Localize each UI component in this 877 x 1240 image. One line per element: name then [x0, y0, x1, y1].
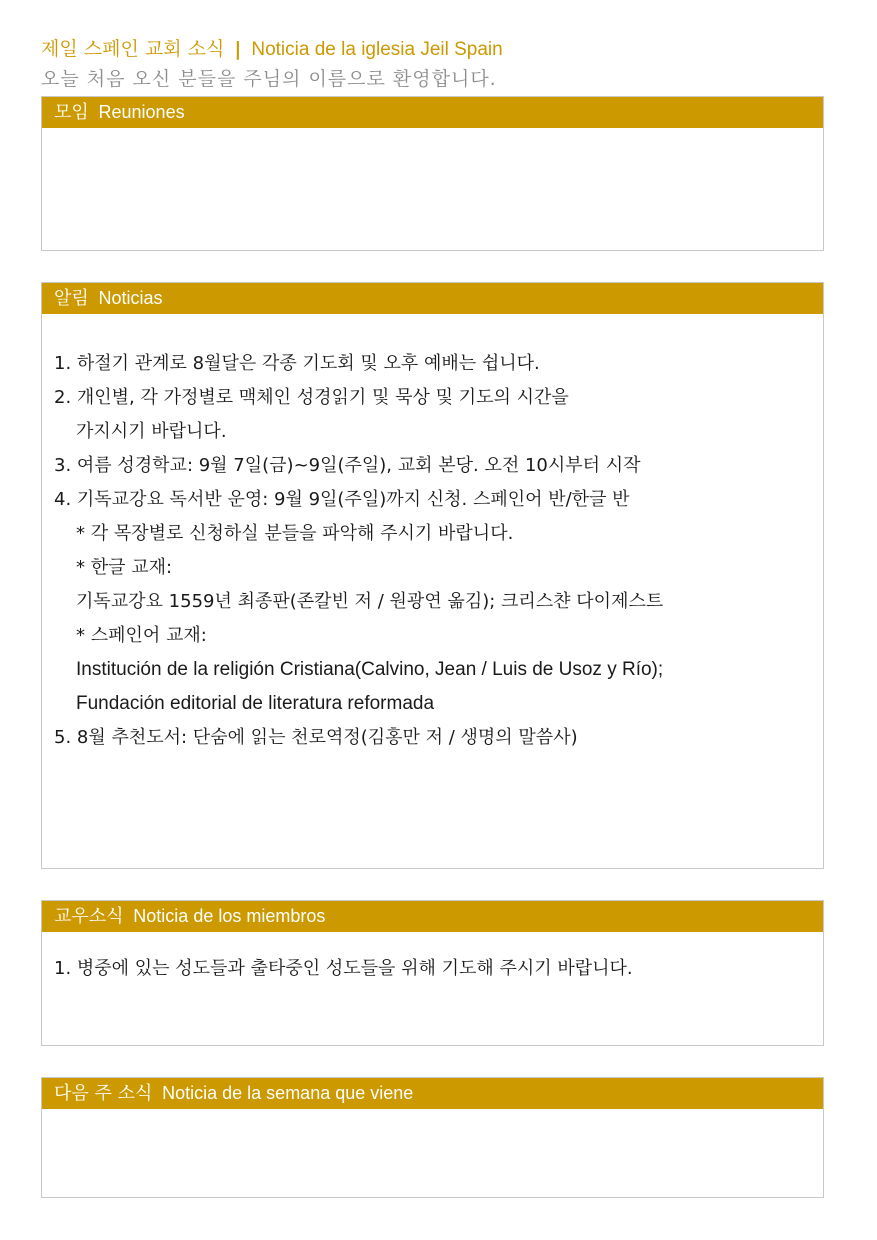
section-body — [42, 932, 823, 986]
section-title-korean: 모임 — [54, 102, 89, 123]
notice-line-3: 3. 여름 성경학교: 9월 7일(금)~9일(주일), 교회 본당. 오전 10시부터 시작 — [54, 455, 641, 476]
section-header — [42, 97, 823, 128]
section-title-korean: 교우소식 — [54, 906, 124, 927]
notice-line-2-cont: 가지시기 바랍니다. — [76, 421, 227, 442]
notice-line-4-spanish-publisher: Fundación editorial de literatura reformada — [76, 693, 435, 714]
title-spanish: Noticia de la iglesia Jeil Spain — [251, 39, 503, 60]
section-body — [42, 314, 823, 755]
notice-line-4-spanish-book-label: * 스페인어 교재: — [76, 625, 207, 646]
section-reuniones — [41, 96, 824, 251]
notice-line-4-korean-book: 기독교강요 1559년 최종판(존칼빈 저 / 원광연 옮김); 크리스챤 다이제스트 — [76, 591, 664, 612]
section-title-spanish: Noticia de los miembros — [133, 906, 326, 926]
section-miembros — [41, 900, 824, 1046]
section-title-korean: 알림 — [54, 288, 89, 309]
member-line-1: 1. 병중에 있는 성도들과 출타중인 성도들을 위해 기도해 주시기 바랍니다. — [54, 958, 633, 979]
section-title-spanish: Noticia de la semana que viene — [162, 1083, 414, 1103]
section-header — [42, 1078, 823, 1109]
section-noticias — [41, 282, 824, 869]
notice-line-1: 1. 하절기 관계로 8월달은 각종 기도회 및 오후 예배는 쉽니다. — [54, 353, 540, 374]
page-title — [41, 37, 503, 62]
section-title-spanish: Noticias — [98, 288, 163, 308]
notice-line-4-korean-book-label: * 한글 교재: — [76, 557, 173, 578]
title-separator: | — [234, 38, 242, 60]
notice-line-2: 2. 개인별, 각 가정별로 맥체인 성경읽기 및 묵상 및 기도의 시간을 — [54, 387, 569, 408]
section-title-korean: 다음 주 소식 — [54, 1083, 153, 1104]
section-header — [42, 901, 823, 932]
notice-line-4: 4. 기독교강요 독서반 운영: 9월 9일(주일)까지 신청. 스페인어 반/한글 반 — [54, 489, 630, 510]
notice-line-4-spanish-book: Institución de la religión Cristiana(Calvino, Jean / Luis de Usoz y Río); — [76, 659, 664, 680]
section-header — [42, 283, 823, 314]
section-title-spanish: Reuniones — [98, 102, 185, 122]
title-korean: 제일 스페인 교회 소식 — [41, 38, 225, 60]
welcome-subtitle: 오늘 처음 오신 분들을 주님의 이름으로 환영합니다. — [41, 68, 497, 90]
section-semana — [41, 1077, 824, 1198]
notice-line-5: 5. 8월 추천도서: 단숨에 읽는 천로역정(김홍만 저 / 생명의 말씀사) — [54, 727, 578, 748]
notice-line-4-note: * 각 목장별로 신청하실 분들을 파악해 주시기 바랍니다. — [76, 523, 514, 544]
